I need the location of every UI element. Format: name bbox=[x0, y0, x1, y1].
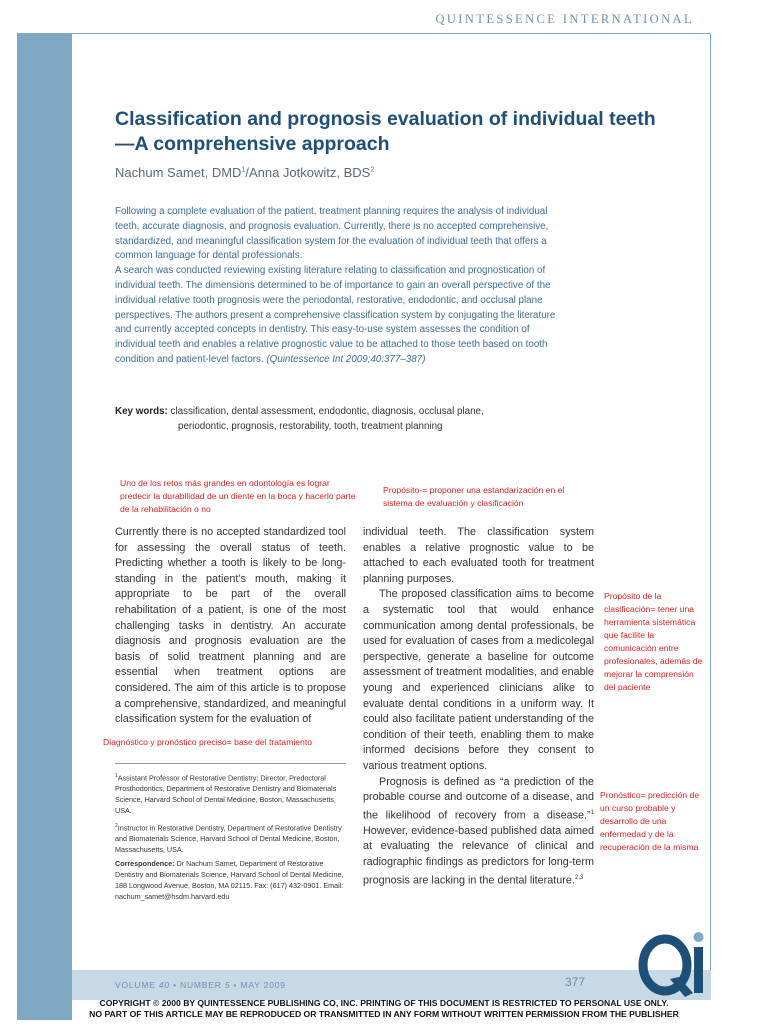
top-frame-rule bbox=[17, 33, 711, 34]
body-column-left bbox=[115, 525, 346, 728]
body-right-paragraph-3 bbox=[363, 775, 594, 889]
abstract-citation: (Quintessence Int 2009;40:377–387) bbox=[266, 353, 426, 365]
abstract-paragraph-2 bbox=[115, 264, 565, 368]
body-left-paragraph-1: Currently there is no accepted standardized tool for assessing the overall status of teeth. Predicting whether a tooth is likely to be long-standing in the patient’s mouth, making it appropriate to be part of the overall rehabilitation of a patient, is one of the most challenging tasks in dentistry. An accurate diagnosis and prognosis evaluation are the basis of solid treatment planning and are essential when treatment options are considered. The aim of this article is to propose a comprehensive, standardized, and meaningful classification system for the evaluation of bbox=[115, 526, 346, 726]
copyright-line-1: COPYRIGHT © 2000 BY QUINTESSENCE PUBLISHING CO, INC. PRINTING OF THIS DOCUMENT IS RESTRICTED TO PERSONAL USE ONLY. bbox=[99, 998, 669, 1008]
footnote-2-mark: 2 bbox=[115, 822, 118, 829]
reference-1: 1 bbox=[590, 809, 594, 816]
body-column-right bbox=[363, 525, 594, 889]
copyright-notice bbox=[0, 998, 768, 1020]
left-color-band bbox=[17, 33, 72, 1020]
footnotes bbox=[115, 771, 346, 907]
author-1: Nachum Samet, DMD bbox=[115, 165, 242, 180]
logo-i-stem bbox=[694, 947, 703, 993]
annotation-diagnosis: Diagnóstico y pronóstico preciso= base del tratamiento bbox=[103, 737, 312, 747]
issue-info bbox=[115, 980, 286, 990]
footnote-rule bbox=[115, 763, 346, 764]
separator-bullet: • bbox=[230, 980, 241, 990]
abstract bbox=[115, 205, 565, 368]
body-right-paragraph-1: individual teeth. The classification system enables a relative prognostic value to be attached to each evaluated tooth for treatment planning purposes. bbox=[363, 526, 594, 585]
number-label: NUMBER bbox=[180, 980, 225, 990]
separator-bullet: • bbox=[169, 980, 181, 990]
correspondence-label: Correspondence: bbox=[115, 859, 175, 869]
keywords-line-1: classification, dental assessment, endodontic, diagnosis, occlusal plane, bbox=[170, 406, 484, 417]
keywords-line-2: periodontic, prognosis, restorability, tooth, treatment planning bbox=[178, 420, 443, 432]
correspondence-text: Dr Nachum Samet, Department of Restorative Dentistry and Biomaterials Science, Harvard School of Dental Medicine, 188 Longwood Avenue, Boston, MA 02115. Fax: (617) 432-0901. Email: nachum_samet@hsdm.harvard.edu bbox=[115, 859, 344, 901]
annotation-challenge: Uno de los retos más grandes en odontología es lograr predecir la durabilidad de un diente en la boca y hacerlo parte de la rehabilitación o no bbox=[120, 478, 356, 514]
page-number: 377 bbox=[565, 975, 586, 989]
footnote-2 bbox=[115, 821, 346, 856]
annotation-purpose: Propósito-= proponer una estandarización en el sistema de evaluación y clasificación bbox=[383, 485, 565, 508]
issue-number: 5 bbox=[224, 980, 231, 990]
reference-2-3: 2,3 bbox=[574, 874, 584, 881]
authors-line bbox=[115, 165, 374, 180]
footnote-2-text: Instructor in Restorative Dentistry, Department of Restorative Dentistry and Biomaterials Science, Harvard School of Dental Medicine, Boston, Massachusetts, USA. bbox=[115, 822, 342, 854]
abstract-paragraph-1: Following a complete evaluation of the patient, treatment planning requires the analysis of individual teeth, accurate diagnosis, and prognosis evaluation. Currently, there is no accepted comprehensive, standardized, and meaningful classification system for the evaluation of individual teeth that offers a common language for dental professionals. bbox=[115, 206, 549, 262]
qi-logo-icon bbox=[637, 925, 709, 1001]
keywords-label: Key words: bbox=[115, 406, 168, 417]
footnote-1-text: Assistant Professor of Restorative Dentistry; Director, Predoctoral Prosthodontics, Department of Restorative Dentistry and Biomaterials Science, Harvard School of Dental Medicine, Boston, Massachusetts, USA. bbox=[115, 773, 337, 815]
annotation-prognosis-definition: Pronóstico= predicción de un curso probable y desarrollo de una enfermedad y de la recuperación de la misma bbox=[600, 790, 700, 852]
volume-label: VOLUME bbox=[115, 980, 159, 990]
body-right-paragraph-2: The proposed classification aims to become a systematic tool that would enhance communication among dental professionals, be used for evaluation of cases from a medicolegal perspective, generate a baseline for outcome assessment of treatment modalities, and enable young and experienced clinicians alike to evaluate dental conditions in a uniform way. It could also facilitate patient understanding of the condition of their teeth, enabling them to make informed decisions before they consent to various treatment options. bbox=[363, 588, 594, 772]
right-frame-rule bbox=[710, 33, 711, 999]
footnote-1-mark: 1 bbox=[115, 773, 118, 779]
volume-number: 40 bbox=[158, 980, 170, 990]
author-2: /Anna Jotkowitz, BDS bbox=[245, 165, 371, 180]
footnote-1 bbox=[115, 771, 346, 817]
article-title: Classification and prognosis evaluation of individual teeth—A comprehensive approach bbox=[115, 108, 656, 155]
annotation-classification-purpose: Propósito de la clasificación= tener una herramienta sistemática que facilite la comunicación entre profesionales, además de mejorar la comprensión del paciente bbox=[604, 591, 703, 692]
logo-i-dot bbox=[694, 932, 704, 942]
author-1-affiliation-mark: 1 bbox=[241, 166, 246, 174]
author-2-affiliation-mark: 2 bbox=[370, 166, 375, 174]
prognosis-definition-continued: However, evidence-based published data aimed at evaluating the relevance of clinical and radiographic findings as predictors for long-term prognosis are lacking in the dental literature. bbox=[363, 824, 594, 887]
issue-date: MAY 2009 bbox=[240, 980, 286, 990]
prognosis-definition: Prognosis is defined as “a prediction of the probable course and outcome of a disease, and the likelihood of recovery from a disease.” bbox=[363, 775, 594, 822]
correspondence bbox=[115, 859, 346, 902]
copyright-line-2: NO PART OF THIS ARTICLE MAY BE REPRODUCED OR TRANSMITTED IN ANY FORM WITHOUT WRITTEN PERMISSION FROM THE PUBLISHER bbox=[89, 1009, 679, 1019]
keywords bbox=[115, 405, 565, 435]
abstract-paragraph-2-text: A search was conducted reviewing existing literature relating to classification and prognostication of individual teeth. The dimensions determined to be of importance to gain an overall perspective of the individual relative tooth prognosis were the periodontal, restorative, endodontic, and occlusal plane perspectives. The authors present a comprehensive classification system by conjugating the literature and currently accepted concepts in dentistry. This easy-to-use system assesses the condition of individual teeth and enables a relative prognostic value to be attached to those teeth based on tooth condition and patient-level factors. bbox=[115, 265, 556, 365]
journal-name: QUINTESSENCE INTERNATIONAL bbox=[435, 12, 694, 26]
